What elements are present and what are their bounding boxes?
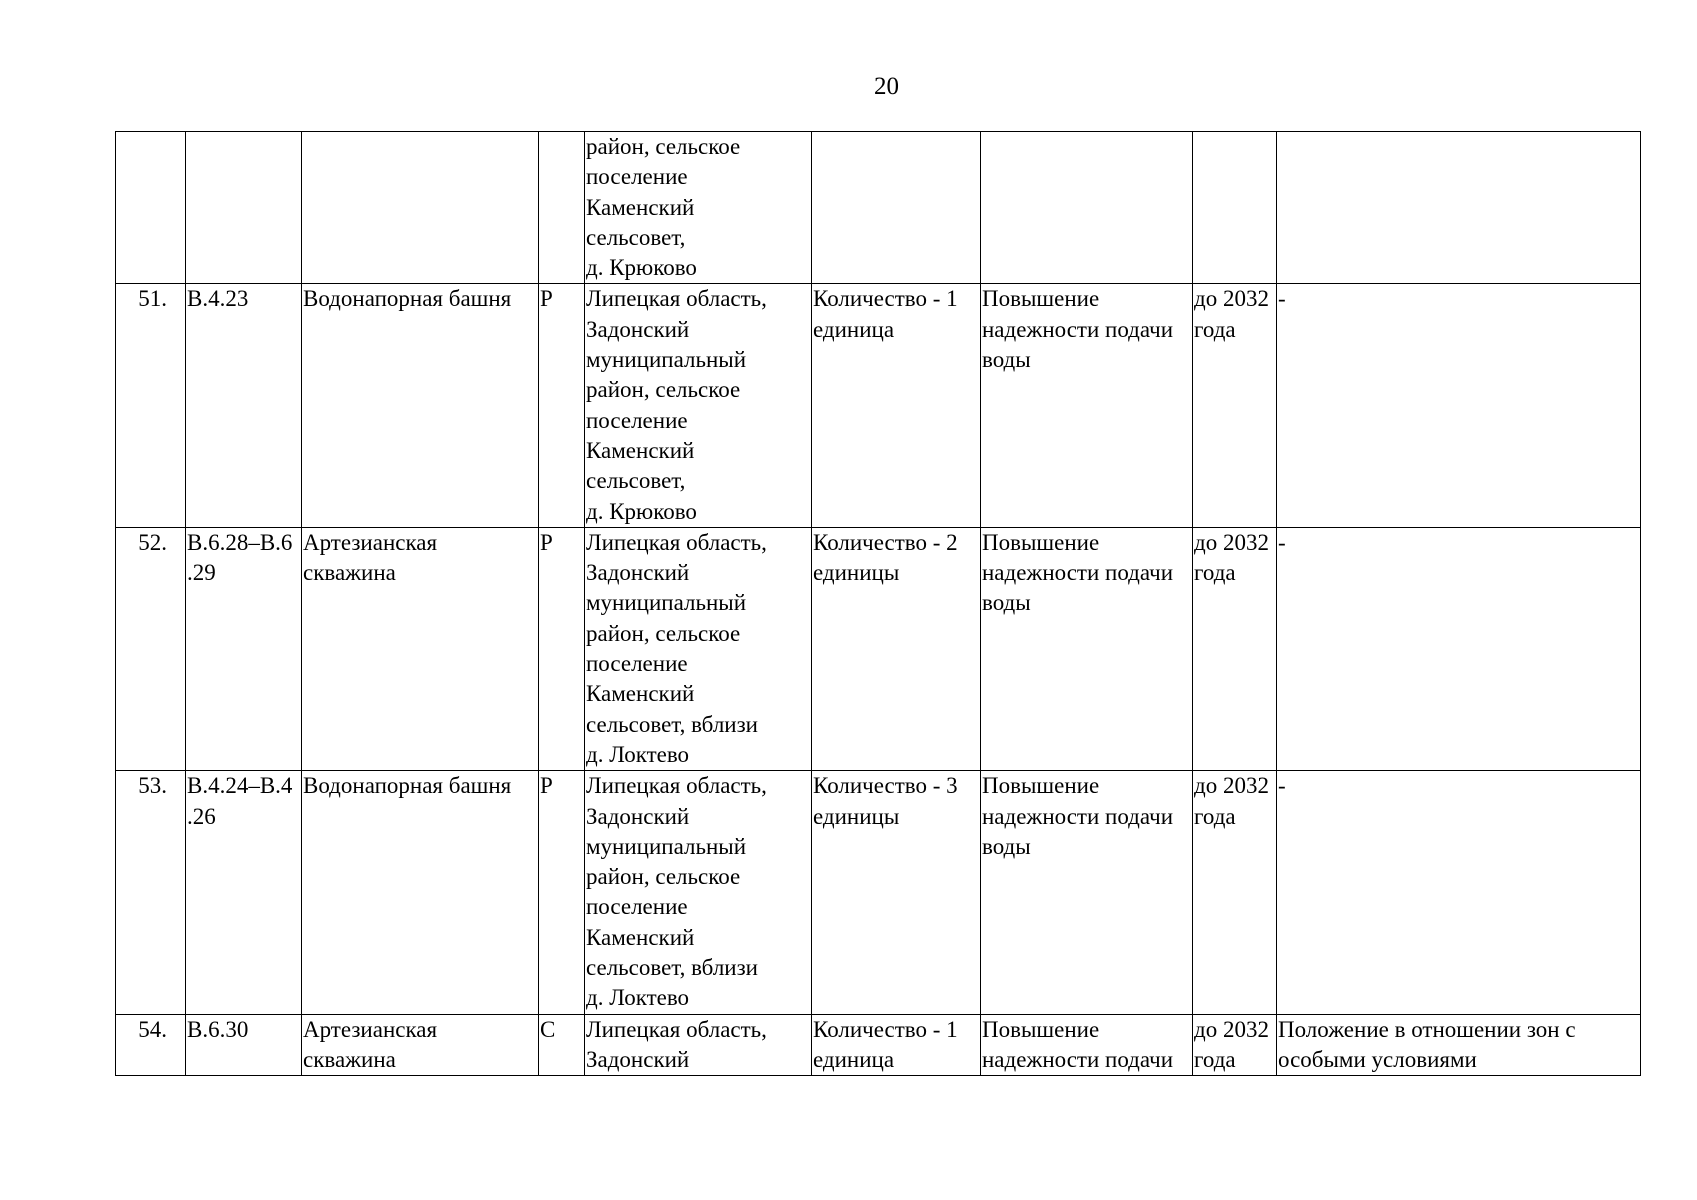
object-type-cell: Р: [539, 527, 585, 770]
object-code-cell: В.6.28–В.6 .29: [186, 527, 302, 770]
table-row: [116, 771, 1641, 1014]
term-cell: до 2032 года: [1193, 1014, 1277, 1076]
purpose-cell: [981, 132, 1193, 284]
row-number-cell: 51.: [116, 284, 186, 527]
zones-cell: -: [1277, 284, 1641, 527]
location-cell: Липецкая область, Задонский муниципальный район, сельское поселение Каменский сельсовет, вблизи д. Локтево: [585, 771, 812, 1014]
table-row: [116, 132, 1641, 284]
location-cell: Липецкая область, Задонский муниципальный район, сельское поселение Каменский сельсовет, вблизи д. Локтево: [585, 527, 812, 770]
object-name-cell: [302, 132, 539, 284]
location-cell: Липецкая область, Задонский муниципальный район, сельское поселение Каменский сельсовет, д. Крюково: [585, 284, 812, 527]
object-name-cell: Артезианская скважина: [302, 1014, 539, 1076]
object-type-cell: С: [539, 1014, 585, 1076]
object-name-cell: Водонапорная башня: [302, 284, 539, 527]
page-number: 20: [874, 73, 899, 100]
purpose-cell: Повышение надежности подачи воды: [981, 771, 1193, 1014]
object-code-cell: [186, 132, 302, 284]
object-name-cell: Водонапорная башня: [302, 771, 539, 1014]
term-cell: до 2032 года: [1193, 527, 1277, 770]
object-name-cell: Артезианская скважина: [302, 527, 539, 770]
row-number-cell: [116, 132, 186, 284]
row-number-cell: 52.: [116, 527, 186, 770]
zones-cell: -: [1277, 771, 1641, 1014]
object-code-cell: В.4.23: [186, 284, 302, 527]
object-type-cell: [539, 132, 585, 284]
row-number-cell: 53.: [116, 771, 186, 1014]
object-code-cell: В.4.24–В.4 .26: [186, 771, 302, 1014]
table-row: [116, 527, 1641, 770]
location-cell: Липецкая область, Задонский: [585, 1014, 812, 1076]
quantity-cell: [812, 132, 981, 284]
purpose-cell: Повышение надежности подачи: [981, 1014, 1193, 1076]
quantity-cell: Количество - 1 единица: [812, 1014, 981, 1076]
zones-cell: -: [1277, 527, 1641, 770]
purpose-cell: Повышение надежности подачи воды: [981, 284, 1193, 527]
quantity-cell: Количество - 1 единица: [812, 284, 981, 527]
object-code-cell: В.6.30: [186, 1014, 302, 1076]
object-type-cell: Р: [539, 284, 585, 527]
row-number-cell: 54.: [116, 1014, 186, 1076]
term-cell: до 2032 года: [1193, 284, 1277, 527]
object-type-cell: Р: [539, 771, 585, 1014]
table-row: [116, 1014, 1641, 1076]
term-cell: до 2032 года: [1193, 771, 1277, 1014]
zones-cell: [1277, 132, 1641, 284]
quantity-cell: Количество - 3 единицы: [812, 771, 981, 1014]
quantity-cell: Количество - 2 единицы: [812, 527, 981, 770]
table-row: [116, 284, 1641, 527]
term-cell: [1193, 132, 1277, 284]
location-cell: район, сельское поселение Каменский сельсовет, д. Крюково: [585, 132, 812, 284]
zones-cell: Положение в отношении зон с особыми условиями: [1277, 1014, 1641, 1076]
objects-table: [115, 131, 1641, 1076]
purpose-cell: Повышение надежности подачи воды: [981, 527, 1193, 770]
